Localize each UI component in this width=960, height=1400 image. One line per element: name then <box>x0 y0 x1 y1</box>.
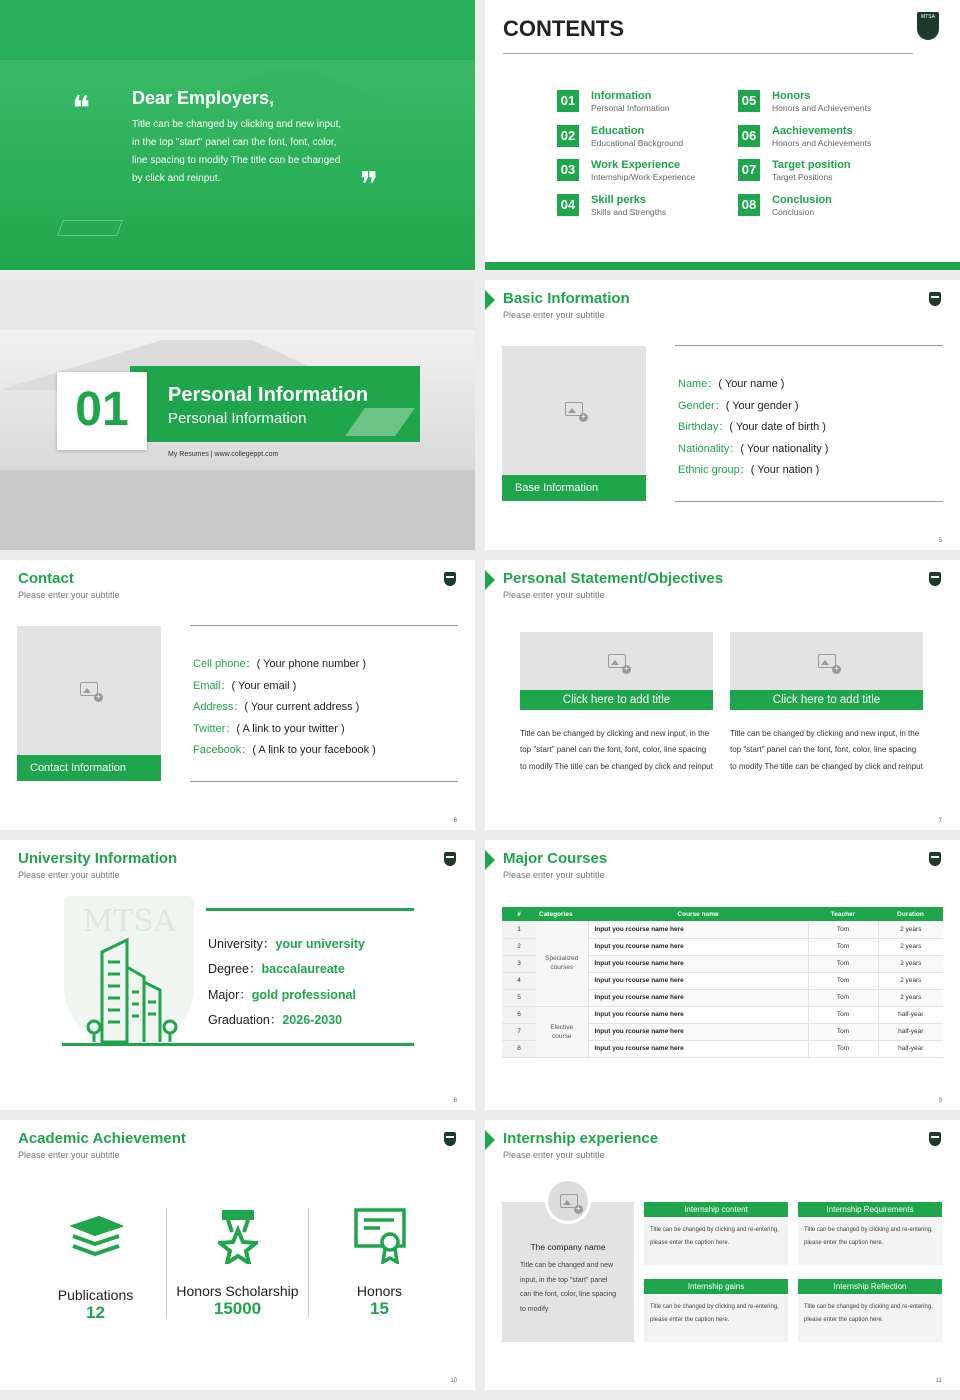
logo-shield-icon <box>929 572 941 586</box>
fields-bottom-line <box>675 501 943 502</box>
section-number: 01 <box>75 383 129 436</box>
field-value[interactable]: ( Your current address ) <box>244 701 360 714</box>
slide-title: Basic Information <box>503 290 630 307</box>
field-label: Major： <box>208 987 252 1002</box>
photo-label: Contact Information <box>17 755 161 781</box>
image-placeholder-icon <box>818 654 836 668</box>
slide-title: Academic Achievement <box>18 1130 186 1147</box>
field-value[interactable]: ( Your phone number ) <box>256 658 367 670</box>
courses-header-row <box>502 907 943 921</box>
contents-item-number: 06 <box>738 125 760 147</box>
contact-fields-list <box>193 654 458 762</box>
contents-item-title: Aachievements <box>772 124 853 137</box>
internship-box-label[interactable]: Internship content <box>644 1202 788 1217</box>
slide-title: Personal Statement/Objectives <box>503 570 724 587</box>
internship-box <box>798 1202 942 1265</box>
row-number: 8 <box>502 1040 536 1057</box>
row-number: 5 <box>502 989 536 1006</box>
field-row <box>193 740 458 762</box>
open-quote-icon: ❝ <box>72 89 91 129</box>
card-body: Title can be changed by clicking and new input, in the top "start" panel can the font, font, color, line spacing to modify The title can be changed by click and reinput <box>730 729 923 771</box>
internship-box <box>798 1279 942 1342</box>
stat-label: Publications <box>57 1287 134 1303</box>
field-label: Nationality： <box>678 442 741 455</box>
contents-item[interactable] <box>557 194 727 218</box>
course-name-cell[interactable]: Input you rcourse name here <box>588 989 808 1006</box>
slide-section-01 <box>0 280 475 550</box>
company-name: The company name <box>530 1242 606 1252</box>
course-name-cell[interactable]: Input you rcourse name here <box>588 1040 808 1057</box>
contents-item-subtitle: Internship/Work Experience <box>591 172 696 182</box>
contents-item-subtitle: Target Positions <box>772 172 833 182</box>
title-arrow-icon <box>485 1130 495 1150</box>
statement-card <box>520 632 713 812</box>
slide-university-information <box>0 840 475 1110</box>
contents-item-subtitle: Conclusion <box>772 206 815 217</box>
teacher-cell: Tom <box>808 1006 878 1023</box>
uni-bottom-rule <box>62 1043 414 1046</box>
field-row <box>193 676 458 698</box>
duration-cell: 2 years <box>900 994 922 1001</box>
teacher-cell: Tom <box>808 938 878 955</box>
slide-title: Internship experience <box>503 1130 659 1147</box>
slide-contact <box>0 560 475 830</box>
close-quote-icon: ❞ <box>360 165 379 205</box>
university-field-row <box>208 957 418 982</box>
university-field-row <box>208 932 418 957</box>
field-label: Name： <box>678 378 719 390</box>
page-number: 11 <box>935 1378 942 1384</box>
contents-divider <box>503 53 913 54</box>
slide-title: University Information <box>18 850 178 867</box>
field-row <box>193 654 458 676</box>
logo-text: MTSA <box>921 14 935 20</box>
row-number: 3 <box>502 955 536 972</box>
course-name-cell[interactable]: Input you rcourse name here <box>588 972 808 989</box>
page-number: 6 <box>453 818 457 824</box>
teacher-cell: Tom <box>808 1023 878 1040</box>
books-icon <box>69 1212 123 1260</box>
field-value[interactable]: ( Your name ) <box>718 378 785 390</box>
page-number: 9 <box>938 1098 942 1104</box>
stat-label: Honors <box>356 1283 403 1299</box>
field-value[interactable]: ( A link to your facebook ) <box>252 744 376 757</box>
field-label: Birthday： <box>678 421 730 434</box>
contents-item-number: 03 <box>557 159 579 181</box>
logo-shield-icon <box>917 12 939 40</box>
section-credit: My Resumes | www.collegeppt.com <box>168 451 279 458</box>
uni-top-rule <box>206 908 414 911</box>
page-number: 8 <box>453 1098 457 1104</box>
contents-item-subtitle: Educational Background <box>591 137 684 148</box>
contents-item[interactable] <box>738 90 908 114</box>
title-arrow-icon <box>485 850 495 870</box>
card-body: Title can be changed by clicking and new input, in the top "start" panel can the font, font, color, line spacing to modify The title can be changed by click and reinput <box>520 729 713 771</box>
contents-item-number: 05 <box>738 90 760 112</box>
row-number: 2 <box>502 938 536 955</box>
basic-fields-list <box>678 374 858 482</box>
field-label: Ethnic group： <box>678 464 751 477</box>
company-body: Title can be changed and new input, in the top "start" panel can the font, color, line spacing to modify <box>520 1262 617 1313</box>
internship-box-label[interactable]: Internship gains <box>644 1279 788 1294</box>
field-value[interactable]: 2026-2030 <box>282 1012 343 1027</box>
contents-item[interactable] <box>738 125 908 149</box>
category-cell: Specialized courses <box>536 921 588 1006</box>
row-number: 4 <box>502 972 536 989</box>
logo-shield-icon <box>929 292 941 306</box>
company-avatar[interactable] <box>545 1178 591 1224</box>
logo-shield-icon <box>929 1132 941 1146</box>
image-placeholder-icon <box>565 402 583 416</box>
field-label: Degree： <box>208 962 262 977</box>
duration-cell: half-year <box>898 1045 924 1052</box>
slide-title: Contact <box>18 570 74 587</box>
table-header-cell: Duration <box>897 910 924 918</box>
fields-top-line <box>190 625 458 626</box>
course-name-cell[interactable]: Input you rcourse name here <box>588 1006 808 1023</box>
card-image-placeholder[interactable] <box>520 632 713 690</box>
contents-item[interactable] <box>557 90 727 114</box>
field-value[interactable]: ( Your email ) <box>231 679 297 692</box>
internship-box-label[interactable]: Internship Reflection <box>798 1279 942 1294</box>
internship-box-label[interactable]: Internship Requirements <box>798 1202 942 1217</box>
field-value[interactable]: your university <box>275 937 365 951</box>
stat-label: Honors Scholarship <box>176 1283 299 1299</box>
contents-item-title: Conclusion <box>772 193 832 206</box>
contents-item-subtitle: Honors and Achievements <box>772 137 872 148</box>
internship-box-body: Title can be changed by clicking and re-entering, please enter the caption here. <box>804 1304 933 1323</box>
slide-basic-information <box>485 280 960 550</box>
slide-contents <box>485 0 960 270</box>
internship-box-body: Title can be changed by clicking and re-entering, please enter the caption here. <box>804 1227 933 1246</box>
internship-box <box>644 1279 788 1342</box>
university-field-row <box>208 983 418 1008</box>
field-label: Facebook： <box>193 744 253 757</box>
intro-title: Dear Employers, <box>132 88 275 108</box>
contents-item-title: Work Experience <box>591 159 681 171</box>
intro-body: Title can be changed by clicking and new input, in the top "start" panel can the font, font, color, line spacing to modify The title can be changed by click and reinput. <box>132 119 342 184</box>
contents-item-subtitle: Honors and Achievements <box>772 103 872 113</box>
field-label: Graduation： <box>208 1012 283 1027</box>
contents-item-title: Education <box>591 124 645 137</box>
table-row[interactable] <box>502 921 943 938</box>
faded-road <box>0 470 475 550</box>
field-label: University： <box>208 937 276 951</box>
certificate-icon <box>354 1208 406 1264</box>
table-header-cell: Teacher <box>830 910 856 918</box>
contents-bottom-bar <box>485 262 960 270</box>
contents-item-title: Honors <box>772 90 811 102</box>
university-field-row <box>208 1008 418 1033</box>
parking-sign <box>57 220 123 236</box>
statement-card <box>730 632 923 812</box>
internship-box <box>644 1202 788 1265</box>
slide-academic-achievement <box>0 1120 475 1390</box>
card-title-button[interactable]: Click here to add title <box>730 690 923 710</box>
slide-intro <box>0 0 475 270</box>
watermark-text: MTSA <box>82 904 176 939</box>
contents-item-title: Skill perks <box>591 193 647 206</box>
field-label: Twitter： <box>193 722 237 735</box>
logo-shield-icon <box>444 852 456 866</box>
teacher-cell: Tom <box>808 989 878 1006</box>
field-label: Cell phone： <box>193 658 257 670</box>
photo-placeholder[interactable] <box>502 346 646 501</box>
stat-scholarship <box>167 1208 309 1318</box>
contents-item-number: 01 <box>557 90 579 112</box>
stat-value: 15 <box>370 1299 389 1318</box>
field-value[interactable]: ( Your nation ) <box>750 464 820 477</box>
field-label: Address： <box>193 701 245 714</box>
image-placeholder-icon <box>80 682 98 696</box>
photo-placeholder[interactable] <box>17 626 161 781</box>
title-arrow-icon <box>485 290 495 310</box>
stat-honors <box>309 1208 450 1318</box>
duration-cell: half-year <box>898 1028 924 1035</box>
logo-shield-icon <box>444 572 456 586</box>
contents-item-number: 02 <box>557 125 579 147</box>
field-row <box>193 697 458 719</box>
row-number: 6 <box>502 1006 536 1023</box>
duration-cell: 2 years <box>900 960 922 967</box>
teacher-cell: Tom <box>808 955 878 972</box>
stat-value: 15000 <box>213 1299 262 1318</box>
course-name-cell[interactable]: Input you rcourse name here <box>588 1023 808 1040</box>
teacher-cell: Tom <box>808 1040 878 1057</box>
slide-subtitle: Please enter your subtitle <box>18 870 120 880</box>
title-arrow-icon <box>485 570 495 590</box>
table-header-cell: Course name <box>677 910 719 918</box>
contents-item[interactable] <box>738 159 908 183</box>
card-image-placeholder[interactable] <box>730 632 923 690</box>
slide-major-courses <box>485 840 960 1110</box>
slide-subtitle: Please enter your subtitle <box>18 590 120 600</box>
field-row <box>678 396 858 418</box>
teacher-cell: Tom <box>808 972 878 989</box>
field-value[interactable]: gold professional <box>251 987 356 1002</box>
field-row <box>678 460 858 482</box>
contents-title: CONTENTS <box>503 16 624 41</box>
slide-subtitle: Please enter your subtitle <box>503 1150 605 1160</box>
fields-top-line <box>675 345 943 346</box>
field-row <box>678 374 858 396</box>
star-medal-icon <box>218 1208 258 1264</box>
contents-item-title: Information <box>591 90 652 102</box>
contents-item[interactable] <box>557 159 727 183</box>
contents-item-number: 07 <box>738 159 760 181</box>
building-illustration-icon <box>82 932 192 1047</box>
row-number: 1 <box>502 921 536 938</box>
duration-cell: 2 years <box>900 925 922 933</box>
course-name-cell[interactable]: Input you rcourse name here <box>588 938 808 955</box>
slide-subtitle: Please enter your subtitle <box>503 590 605 600</box>
achievement-stats <box>25 1208 450 1322</box>
section-subtitle: Personal Information <box>168 410 307 427</box>
courses-table <box>502 907 943 1058</box>
field-value[interactable]: baccalaureate <box>261 962 345 977</box>
contents-item-subtitle: Personal Information <box>591 103 670 113</box>
field-value[interactable]: ( Your date of birth ) <box>729 421 826 434</box>
university-fields-list <box>208 932 418 1033</box>
table-row[interactable] <box>502 1006 943 1023</box>
contents-item[interactable] <box>738 194 908 218</box>
course-name-cell[interactable]: Input you rcourse name here <box>588 921 808 938</box>
image-placeholder-icon <box>608 654 626 668</box>
card-title-button[interactable]: Click here to add title <box>520 690 713 710</box>
category-cell: Elective course <box>536 1006 588 1057</box>
page-number: 7 <box>938 818 942 824</box>
slide-subtitle: Please enter your subtitle <box>503 310 605 320</box>
slide-subtitle: Please enter your subtitle <box>18 1150 120 1160</box>
slide-title: Major Courses <box>503 850 608 867</box>
image-placeholder-icon <box>560 1194 578 1208</box>
internship-box-body: Title can be changed by clicking and re-entering, please enter the caption here. <box>650 1304 779 1323</box>
field-value[interactable]: ( Your nationality ) <box>740 442 829 455</box>
field-value[interactable]: ( Your gender ) <box>725 399 799 412</box>
contents-item-subtitle: Skills and Strengths <box>591 206 667 217</box>
photo-label: Base Information <box>502 475 646 501</box>
field-row <box>678 439 858 461</box>
stat-publications <box>25 1208 167 1322</box>
row-number: 7 <box>502 1023 536 1040</box>
section-number-box <box>57 372 147 450</box>
logo-shield-icon <box>444 1132 456 1146</box>
fields-bottom-line <box>190 781 458 782</box>
field-value[interactable]: ( A link to your twitter ) <box>236 722 345 735</box>
company-card <box>502 1202 634 1342</box>
page-number: 10 <box>450 1378 457 1384</box>
contents-item-number: 08 <box>738 194 760 216</box>
field-label: Email： <box>193 679 232 692</box>
contents-item[interactable] <box>557 125 727 149</box>
field-row <box>193 719 458 741</box>
duration-cell: half-year <box>898 1011 924 1018</box>
logo-shield-icon <box>929 852 941 866</box>
stat-value: 12 <box>86 1303 105 1322</box>
table-header-cell: # <box>517 910 521 918</box>
slide-internship-experience <box>485 1120 960 1390</box>
contents-item-title: Target position <box>772 159 851 171</box>
teacher-cell: Tom <box>808 921 878 938</box>
table-header-cell: Categories <box>539 910 573 918</box>
section-title: Personal Information <box>168 384 369 406</box>
course-name-cell[interactable]: Input you rcourse name here <box>588 955 808 972</box>
field-row <box>678 417 858 439</box>
internship-box-body: Title can be changed by clicking and re-entering, please enter the caption here. <box>650 1227 779 1246</box>
duration-cell: 2 years <box>900 977 922 984</box>
slide-personal-statement <box>485 560 960 830</box>
slide-subtitle: Please enter your subtitle <box>503 870 605 880</box>
duration-cell: 2 years <box>900 943 922 950</box>
contents-item-number: 04 <box>557 194 579 216</box>
page-number: 5 <box>938 538 942 544</box>
field-label: Gender： <box>678 399 726 412</box>
